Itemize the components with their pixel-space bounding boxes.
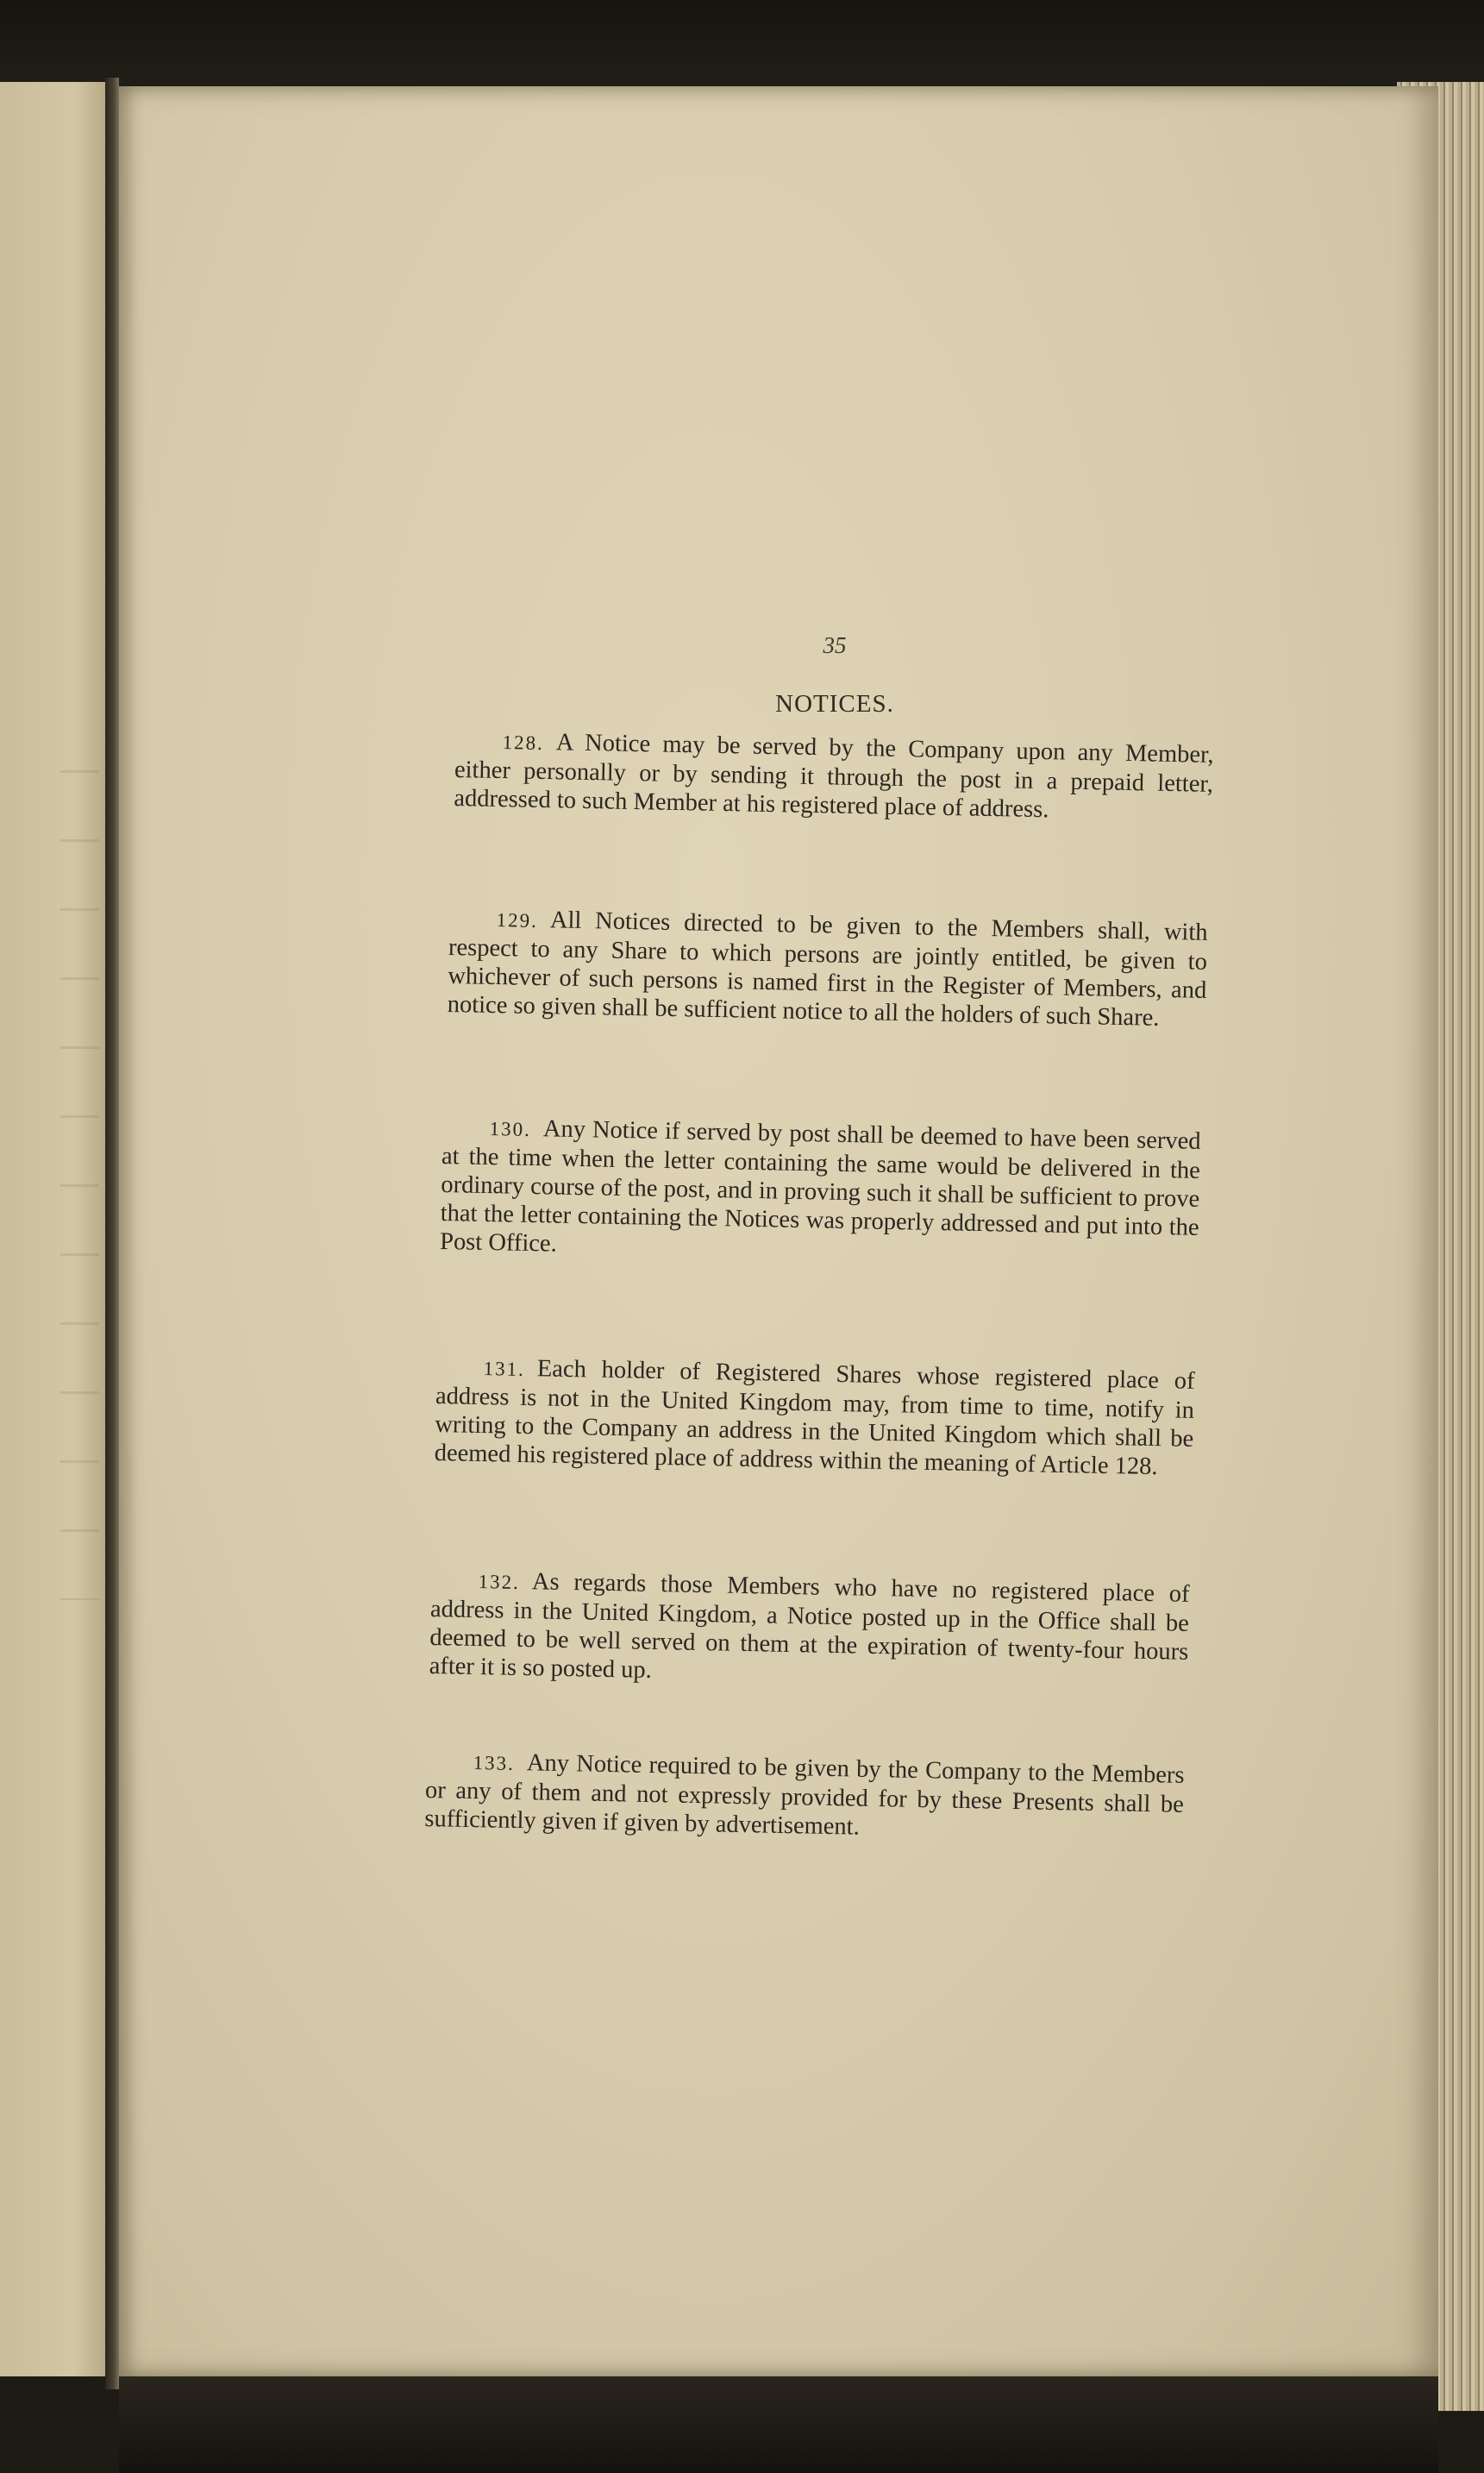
article-number: 131.: [483, 1358, 526, 1380]
article-text: Any Notice if served by post shall be deemed to have been served at the time when the letter containing the same would be delivered in the ordinary course of the post, and in proving such it shall be sufficient to prove that the letter containing the Notices was properly addressed and put into the Post Office.: [439, 1115, 1201, 1258]
article-text: Each holder of Registered Shares whose registered place of address is not in the United Kingdom may, from time to time, notify in writing to the Company an address in the United Kingdom which shall be deemed his registered place of address within the meaning of Article 128.: [434, 1355, 1195, 1481]
article-133: [424, 1747, 1185, 1848]
article-text: A Notice may be served by the Company upon any Member, either personally or by sending it through the post in a prepaid letter, addressed to such Member at his registered place of address.: [454, 729, 1214, 824]
book-gutter: [105, 78, 119, 2389]
article-131: [434, 1353, 1194, 1482]
article-132: [429, 1566, 1189, 1695]
document-page: [119, 86, 1438, 2376]
page-number: 35: [823, 632, 847, 658]
article-128: [454, 726, 1214, 827]
article-129: [447, 904, 1207, 1033]
section-heading: NOTICES.: [775, 690, 894, 718]
facing-page-show-through: [60, 738, 99, 1600]
article-number: 130.: [489, 1118, 532, 1140]
article-number: 129.: [496, 909, 539, 932]
facing-page-edge: [0, 82, 108, 2376]
article-number: 133.: [473, 1752, 516, 1774]
article-text: Any Notice required to be given by the Company to the Members or any of them and not expressly provided for by these Presents shall be sufficiently given if given by advertisement.: [424, 1749, 1185, 1841]
scan-bottom-edge: [119, 2376, 1438, 2473]
article-130: [440, 1113, 1201, 1271]
article-text: As regards those Members who have no registered place of address in the United Kingdom, a Notice posted up in the Office shall be deemed to be well served on them at the expiration of twenty-four hours after it is so posted up.: [429, 1568, 1190, 1684]
article-text: All Notices directed to be given to the Members shall, with respect to any Share to which persons are jointly entitled, be given to whichever of such persons is named first in the Register of Members, and notice so given shall be sufficient notice to all the holders of such Share.: [447, 907, 1208, 1032]
article-number: 128.: [502, 731, 545, 754]
article-number: 132.: [478, 1571, 521, 1593]
